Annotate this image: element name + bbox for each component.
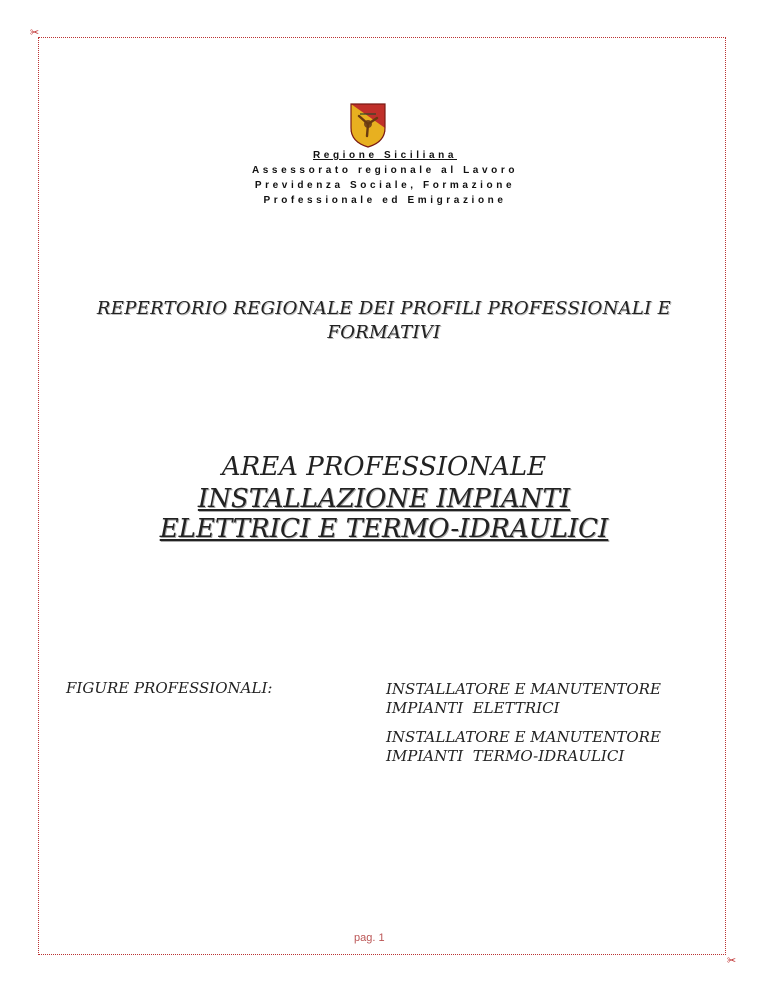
header-previdenza: Previdenza Sociale, Formazione (254, 180, 516, 191)
header-professionale: Professionale ed Emigrazione (263, 195, 507, 206)
page-number: pag. 1 (354, 932, 385, 944)
sicily-coat-of-arms-icon (348, 102, 388, 148)
header-region-name: Regione Siciliana (312, 150, 457, 161)
figure-item: IMPIANTI ELETTRICI (386, 699, 560, 717)
repertorio-line-1: REPERTORIO REGIONALE DEI PROFILI PROFESSIONALI E (96, 298, 672, 319)
area-subtitle-line-2: ELETTRICI E TERMO-IDRAULICI (159, 514, 609, 544)
area-subtitle-line-1: INSTALLAZIONE IMPIANTI (197, 484, 571, 514)
area-title: AREA PROFESSIONALE (221, 452, 547, 482)
figure-item: INSTALLATORE E MANUTENTORE (386, 680, 661, 698)
header-assessorato: Assessorato regionale al Lavoro (251, 165, 519, 176)
figure-item: INSTALLATORE E MANUTENTORE (386, 728, 661, 746)
repertorio-title (60, 297, 708, 345)
repertorio-line-2: FORMATIVI (327, 322, 441, 343)
figure-item: IMPIANTI TERMO-IDRAULICI (386, 747, 625, 765)
corner-mark-icon: ✂ (30, 26, 40, 39)
corner-mark-icon: ✂ (727, 954, 737, 967)
figures-label: FIGURE PROFESSIONALI: (66, 679, 273, 697)
